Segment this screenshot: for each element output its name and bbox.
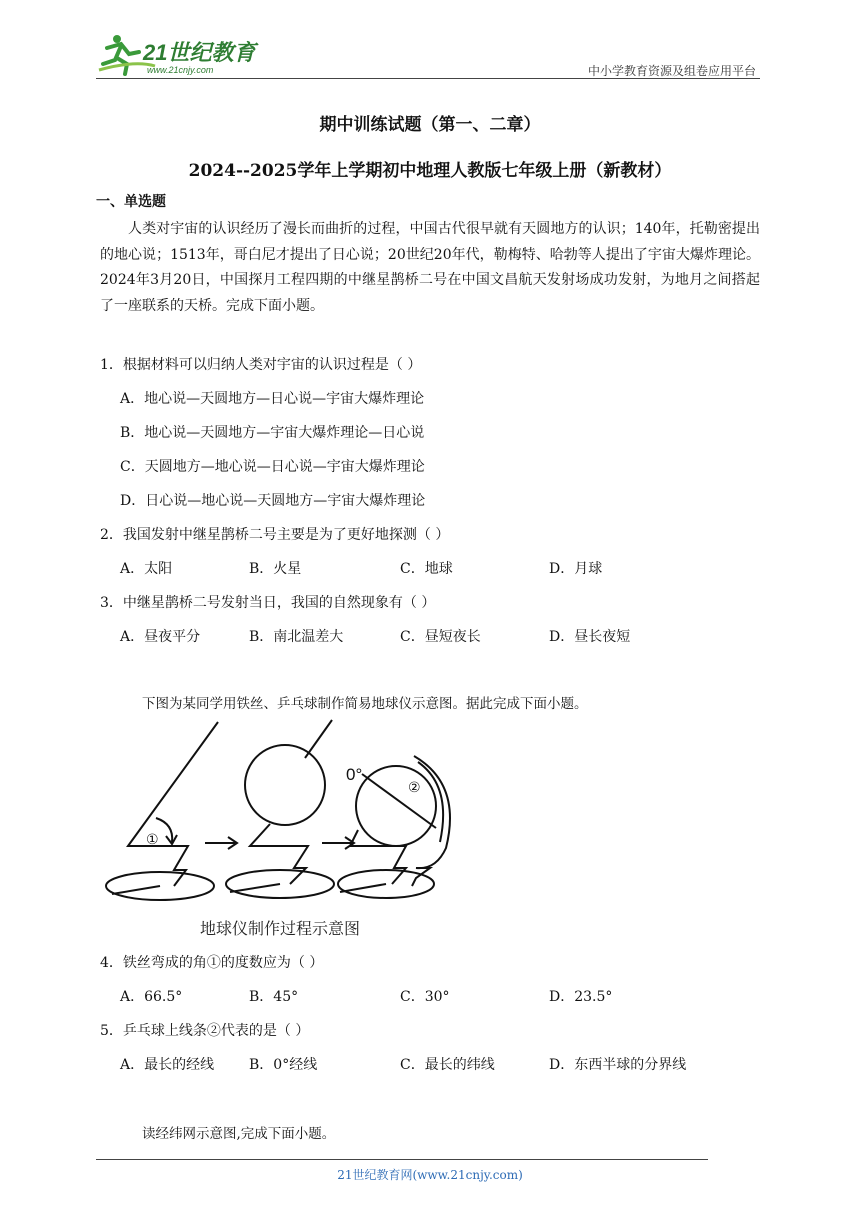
question-2-option-d: D．月球 bbox=[549, 561, 603, 577]
question-3-option-c: C．昼短夜长 bbox=[400, 629, 481, 645]
question-5-stem: 5．乒乓球上线条②代表的是（ ） bbox=[100, 1023, 310, 1039]
question-4-option-a: A．66.5° bbox=[120, 989, 183, 1005]
reading-passage-2: 下图为某同学用铁丝、乒乓球制作简易地球仪示意图。据此完成下面小题。 bbox=[142, 696, 588, 712]
question-1-option-b: B．地心说—天圆地方—宇宙大爆炸理论—日心说 bbox=[120, 425, 425, 441]
question-2-option-b: B．火星 bbox=[249, 561, 302, 577]
reading-passage-3: 读经纬网示意图,完成下面小题。 bbox=[142, 1126, 336, 1142]
zero-degree-label: 0° bbox=[346, 765, 363, 784]
question-5-option-a: A．最长的经线 bbox=[120, 1057, 215, 1073]
footer-divider bbox=[96, 1159, 708, 1160]
page-title: 期中训练试题（第一、二章） bbox=[319, 115, 541, 135]
logo-text: 21世纪教育 bbox=[143, 40, 256, 65]
logo-graphic bbox=[95, 30, 265, 80]
question-2-option-a: A．太阳 bbox=[120, 561, 173, 577]
question-4-stem: 4．铁丝弯成的角①的度数应为（ ） bbox=[100, 955, 324, 971]
line-label: ② bbox=[408, 779, 421, 795]
reading-passage-1: 人类对宇宙的认识经历了漫长而曲折的过程，中国古代很早就有天圆地方的认识；140年，托勒密提出的地心说；1513年，哥白尼才提出了日心说；20世纪20年代，勒梅特、哈勃等人提出了宇宙大爆炸理论。2024年3月20日，中国探月工程四期的中继星鹊桥二号在中国文昌航天发射场成功发射，为地月之间搭起了一座联系的天桥。完成下面小题。 bbox=[100, 221, 760, 314]
question-5-option-b: B．0°经线 bbox=[249, 1057, 318, 1073]
header-site-name: 中小学教育资源及组卷应用平台 bbox=[587, 64, 756, 78]
question-3-option-d: D．昼长夜短 bbox=[549, 629, 631, 645]
question-3-option-a: A．昼夜平分 bbox=[120, 629, 201, 645]
question-4-option-d: D．23.5° bbox=[549, 989, 613, 1005]
question-1-stem: 1．根据材料可以归纳人类对宇宙的认识过程是（ ） bbox=[100, 357, 422, 373]
section-heading: 一、单选题 bbox=[96, 194, 166, 210]
figure-caption: 地球仪制作过程示意图 bbox=[200, 921, 361, 938]
question-4-option-c: C．30° bbox=[400, 989, 450, 1005]
footer-link[interactable]: 21世纪教育网(www.21cnjy.com) bbox=[337, 1168, 523, 1182]
globe-diagram bbox=[100, 718, 460, 943]
page-subtitle: 2024--2025学年上学期初中地理人教版七年级上册（新教材） bbox=[188, 161, 672, 181]
logo bbox=[95, 30, 265, 80]
question-5-option-d: D．东西半球的分界线 bbox=[549, 1057, 687, 1073]
logo-url: www.21cnjy.com bbox=[147, 65, 214, 75]
angle-label: ① bbox=[146, 831, 159, 847]
question-3-stem: 3．中继星鹊桥二号发射当日，我国的自然现象有（ ） bbox=[100, 595, 436, 611]
question-2-stem: 2．我国发射中继星鹊桥二号主要是为了更好地探测（ ） bbox=[100, 527, 450, 543]
globe-making-figure bbox=[100, 718, 460, 943]
header-divider bbox=[96, 78, 760, 79]
question-5-option-c: C．最长的纬线 bbox=[400, 1057, 495, 1073]
question-2-option-c: C．地球 bbox=[400, 561, 453, 577]
question-4-option-b: B．45° bbox=[249, 989, 299, 1005]
question-1-option-a: A．地心说—天圆地方—日心说—宇宙大爆炸理论 bbox=[120, 391, 425, 407]
question-1-option-c: C．天圆地方—地心说—日心说—宇宙大爆炸理论 bbox=[120, 459, 425, 475]
question-3-option-b: B．南北温差大 bbox=[249, 629, 344, 645]
question-1-option-d: D．日心说—地心说—天圆地方—宇宙大爆炸理论 bbox=[120, 493, 426, 509]
